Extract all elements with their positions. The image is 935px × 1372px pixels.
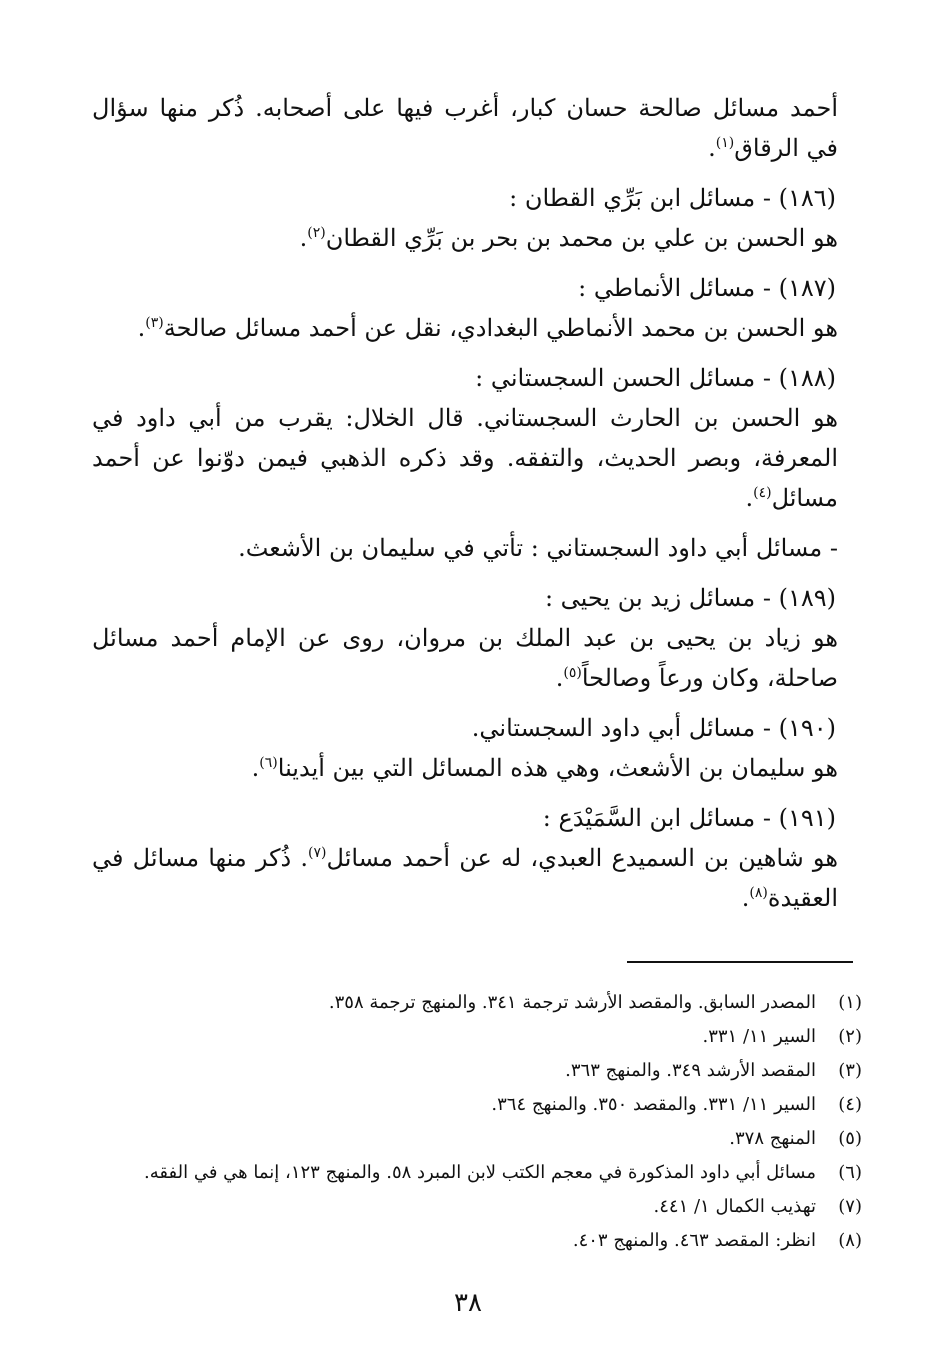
entry-heading: (١٨٩) - مسائل زيد بن يحيى : xyxy=(544,584,836,612)
entry-190 xyxy=(92,708,838,788)
footnote-ref: (٦) xyxy=(259,755,278,771)
footnote-number: (٤) xyxy=(838,1094,862,1115)
entry-186 xyxy=(92,178,838,258)
footnote-number: (٢) xyxy=(838,1026,862,1047)
footnotes xyxy=(110,986,862,1258)
footnote xyxy=(110,1020,862,1054)
entry-body-text-continued: . ذُكر منها مسائل في العقيدة xyxy=(92,844,838,912)
intro-paragraph xyxy=(92,88,838,168)
entry-heading: (١٨٨) - مسائل الحسن السجستاني : xyxy=(475,364,836,392)
entry-body xyxy=(92,398,838,518)
footnote-text: السير ١١/ ٣٣١. والمقصد ٣٥٠. والمنهج ٣٦٤. xyxy=(491,1094,816,1115)
entry-body-text: هو الحسن بن محمد الأنماطي البغدادي، نقل عن أحمد مسائل صالحة xyxy=(163,314,838,342)
footnote-text: انظر: المقصد ٤٦٣. والمنهج ٤٠٣. xyxy=(572,1230,816,1251)
footnote-text: المقصد الأرشد ٣٤٩. والمنهج ٣٦٣. xyxy=(565,1060,816,1081)
footnote-ref: (٤) xyxy=(753,485,772,501)
cross-reference: - مسائل أبي داود السجستاني : تأتي في سليمان بن الأشعث. xyxy=(238,534,838,562)
entry-end: . xyxy=(555,664,564,692)
footnote-separator xyxy=(627,961,853,963)
footnote xyxy=(110,1054,862,1088)
footnote-text: مسائل أبي داود المذكورة في معجم الكتب لابن المبرد ٥٨. والمنهج ١٢٣، إنما هي في الفقه. xyxy=(144,1162,816,1183)
footnote-number: (٧) xyxy=(838,1196,862,1217)
entry-187 xyxy=(92,268,838,348)
footnote-ref: (٧) xyxy=(308,845,327,861)
footnote-number: (٥) xyxy=(838,1128,862,1149)
footnote-ref: (٢) xyxy=(307,225,326,241)
entry-heading: (١٩١) - مسائل ابن السَّمَيْدَع : xyxy=(542,804,836,832)
entry-191 xyxy=(92,798,838,918)
entry-body xyxy=(92,218,838,258)
intro-end: . xyxy=(708,134,716,162)
entry-body xyxy=(92,308,838,348)
entry-body xyxy=(92,618,838,698)
footnote-ref: (١) xyxy=(715,135,735,151)
entry-end: . xyxy=(299,224,308,252)
main-text xyxy=(92,88,838,928)
page-number: ٣٨ xyxy=(454,1288,482,1318)
entry-body-text: هو شاهين بن السميدع العبدي، له عن أحمد مسائل xyxy=(326,844,838,872)
footnote-ref: (٨) xyxy=(749,885,768,901)
intro-text: أحمد مسائل صالحة حسان كبار، أغرب فيها على أصحابه. ذُكر منها سؤال في الرقاق xyxy=(92,94,838,162)
footnote xyxy=(110,1190,862,1224)
entry-end: . xyxy=(741,884,750,912)
footnote-text: المصدر السابق. والمقصد الأرشد ترجمة ٣٤١. والمنهج ترجمة ٣٥٨. xyxy=(328,992,816,1013)
entry-end: . xyxy=(251,754,260,782)
footnote-number: (٨) xyxy=(838,1230,862,1251)
entry-end: . xyxy=(745,484,754,512)
footnote xyxy=(110,986,862,1020)
entry-189 xyxy=(92,578,838,698)
footnote-text: المنهج ٣٧٨. xyxy=(729,1128,816,1149)
footnote-text: تهذيب الكمال ١/ ٤٤١. xyxy=(653,1196,816,1217)
entry-body-text: هو الحسن بن علي بن محمد بن بحر بن بَرِّي القطان xyxy=(325,224,838,252)
entry-heading: (١٨٦) - مسائل ابن بَرِّي القطان : xyxy=(509,184,836,212)
entry-body xyxy=(92,838,838,918)
entry-body-text: هو الحسن بن الحارث السجستاني. قال الخلال: يقرب من أبي داود في المعرفة، وبصر الحديث، والتفقه. وقد ذكره الذهبي فيمن دوّنوا عن أحمد مسائل xyxy=(92,404,838,512)
entry-body xyxy=(92,748,838,788)
footnote-number: (٦) xyxy=(838,1162,862,1183)
footnote xyxy=(110,1122,862,1156)
footnote xyxy=(110,1088,862,1122)
footnote-text: السير ١١/ ٣٣١. xyxy=(702,1026,816,1047)
entry-heading: (١٩٠) - مسائل أبي داود السجستاني. xyxy=(471,714,836,742)
footnote-ref: (٣) xyxy=(145,315,164,331)
entry-body-text: هو زياد بن يحيى بن عبد الملك بن مروان، روى عن الإمام أحمد مسائل صاحلة، وكان ورعاً وصالحاً xyxy=(92,624,838,692)
entry-end: . xyxy=(137,314,146,342)
entry-188 xyxy=(92,358,838,518)
entry-body-text: هو سليمان بن الأشعث، وهي هذه المسائل التي بين أيدينا xyxy=(277,754,838,782)
footnote-number: (٣) xyxy=(838,1060,862,1081)
footnote xyxy=(110,1224,862,1258)
entry-heading: (١٨٧) - مسائل الأنماطي : xyxy=(578,274,836,302)
footnote-number: (١) xyxy=(838,992,862,1013)
footnote xyxy=(110,1156,862,1190)
footnote-ref: (٥) xyxy=(563,665,582,681)
